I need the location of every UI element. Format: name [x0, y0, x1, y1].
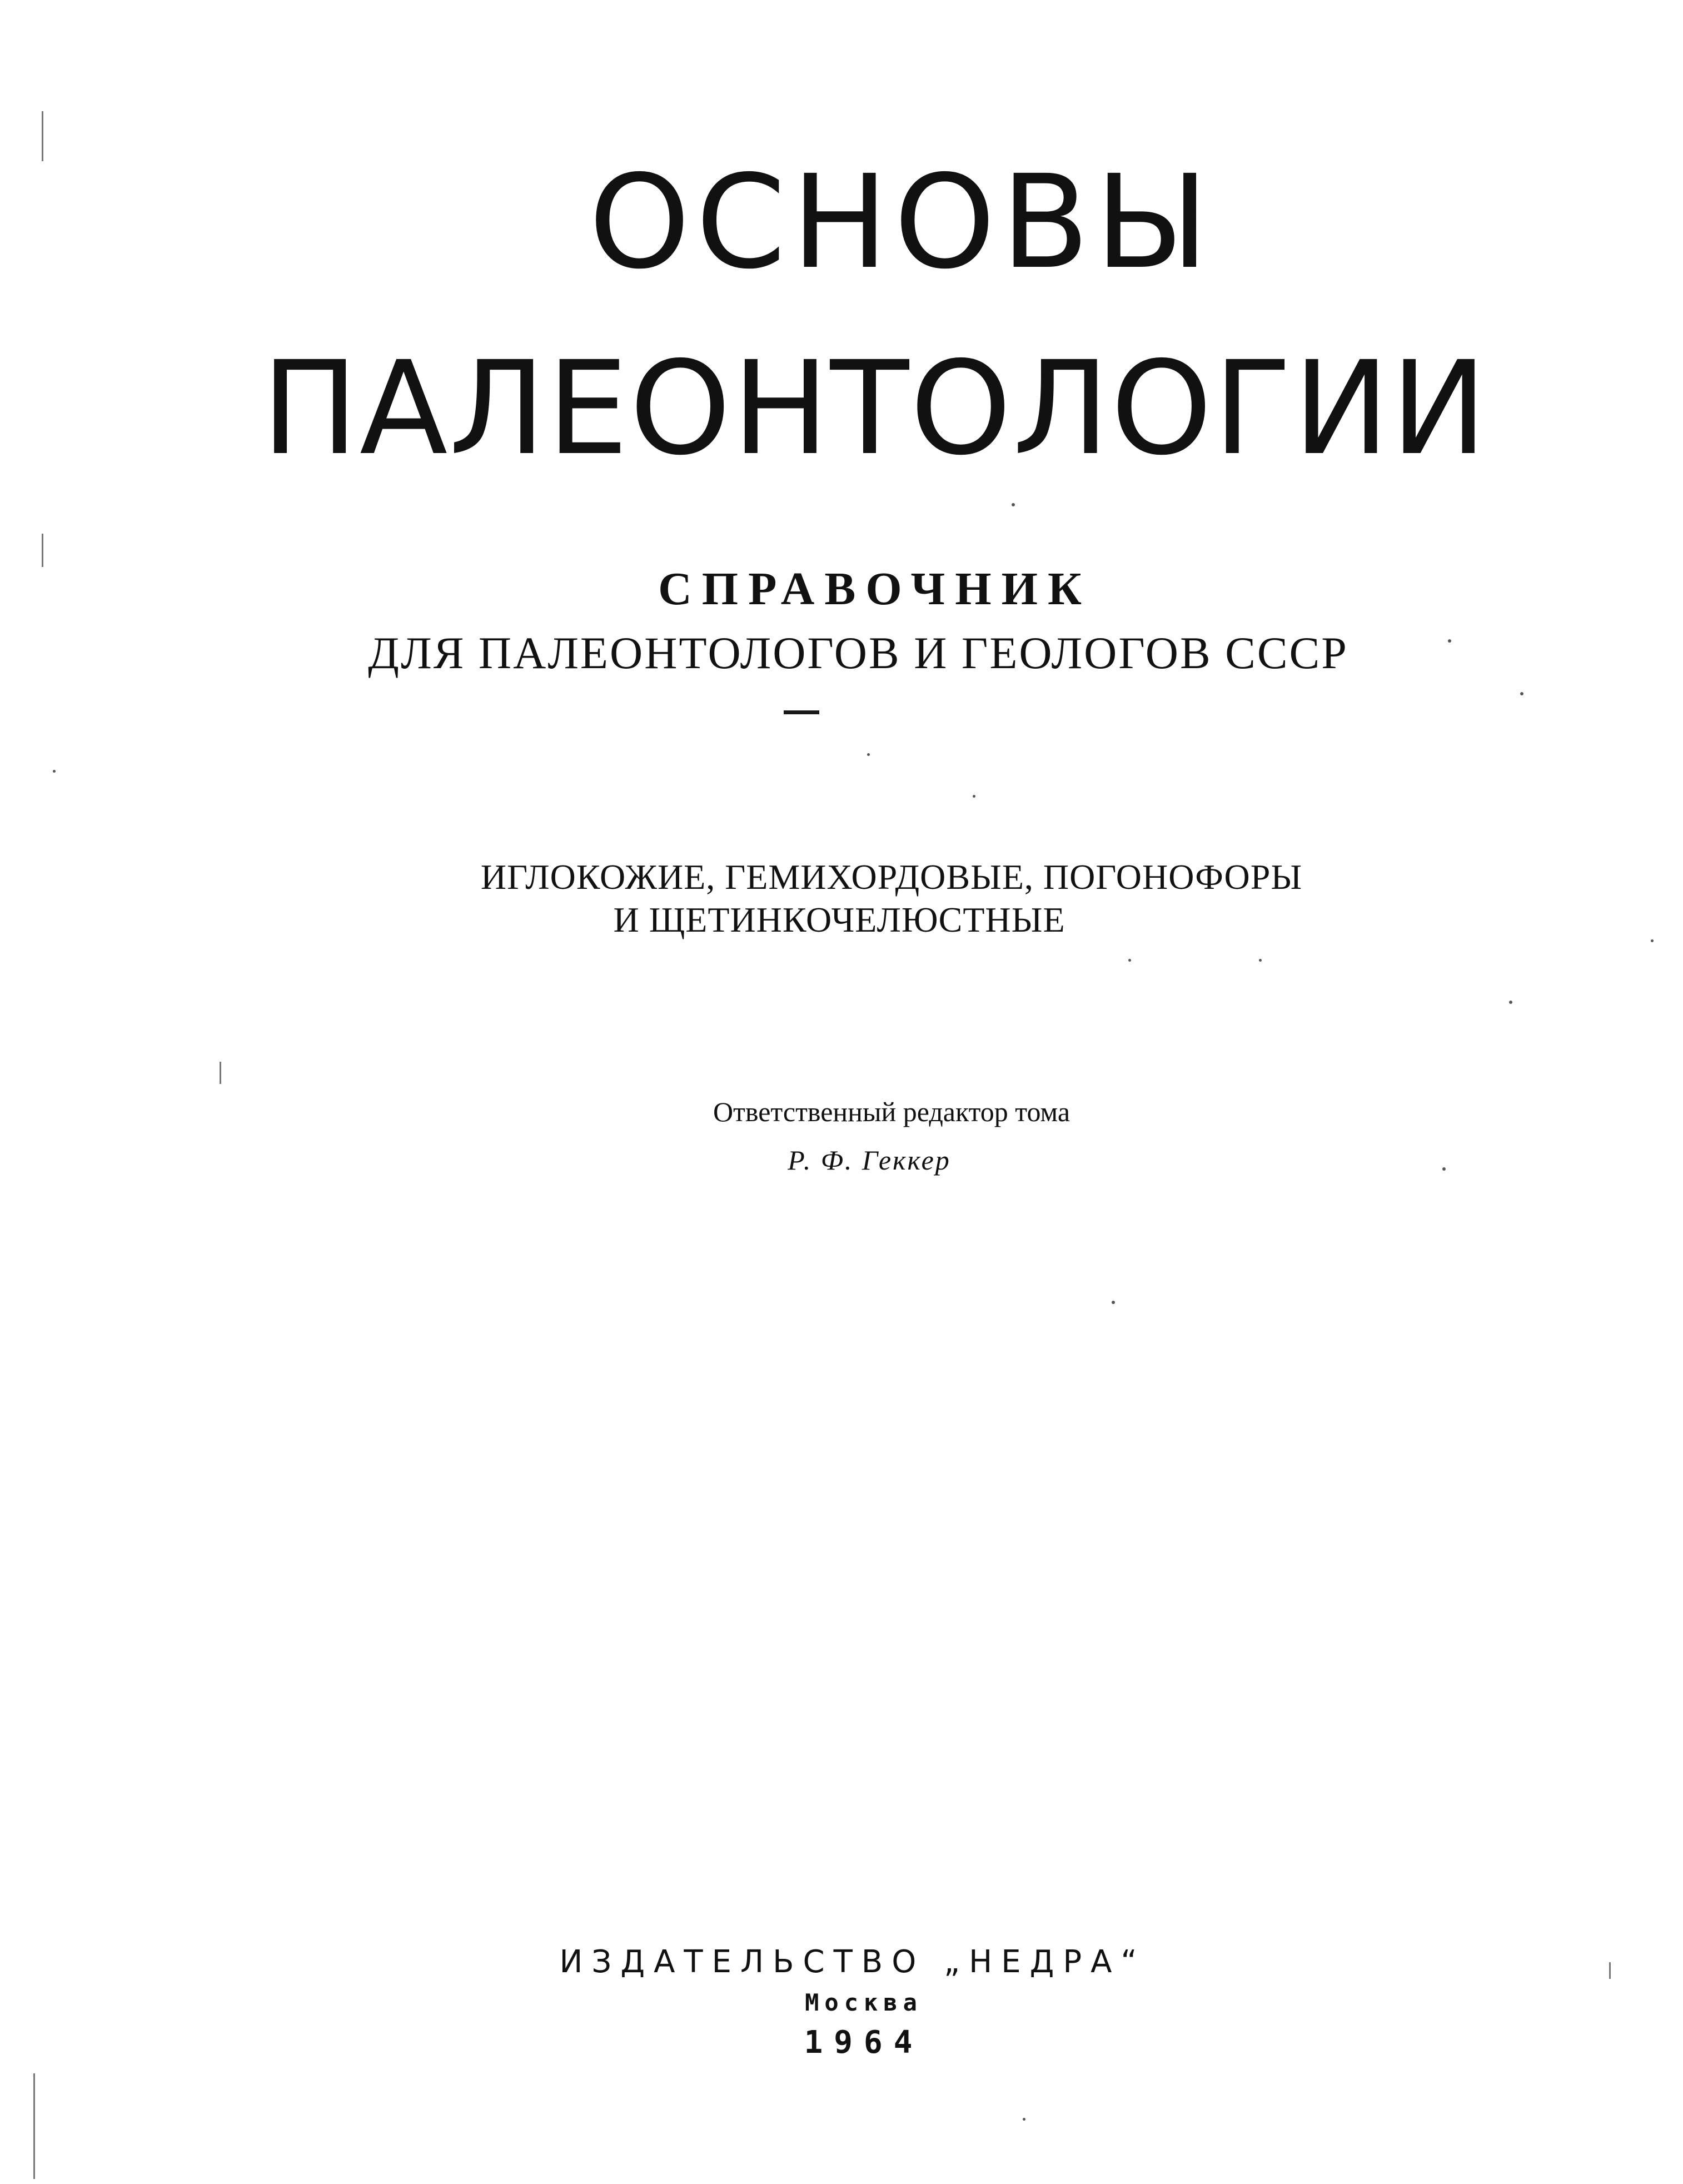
scan-speck [1259, 959, 1262, 962]
scan-speck [1012, 503, 1015, 506]
volume-title-line-1: ИГЛОКОЖИЕ, ГЕМИХОРДОВЫЕ, ПОГОНОФОРЫ [480, 857, 1303, 897]
scan-speck [867, 753, 870, 756]
scan-edge-mark [1609, 1962, 1611, 1979]
scan-speck [1509, 1001, 1512, 1004]
scan-speck [53, 770, 56, 773]
subtitle-reference-book: СПРАВОЧНИК [658, 563, 1092, 615]
scan-edge-mark [42, 111, 43, 161]
book-title-line-2: ПАЛЕОНТОЛОГИИ [261, 334, 1488, 484]
scan-edge-mark [42, 534, 43, 567]
publication-city: Москва [805, 1989, 923, 2016]
scan-speck [1442, 1167, 1446, 1171]
scan-edge-mark [220, 1062, 221, 1084]
separator-dash [784, 710, 819, 714]
subtitle-audience: ДЛЯ ПАЛЕОНТОЛОГОВ И ГЕОЛОГОВ СССР [368, 628, 1348, 678]
scan-edge-mark [33, 2073, 35, 2179]
scan-speck [1112, 1301, 1115, 1304]
scan-speck [1651, 939, 1654, 942]
scan-speck [973, 795, 975, 798]
editor-name: Р. Ф. Геккер [788, 1145, 951, 1176]
editor-label: Ответственный редактор тома [713, 1096, 1070, 1127]
publication-year: 1964 [804, 2024, 924, 2061]
scan-speck [1448, 639, 1451, 643]
volume-title-line-2: И ЩЕТИНКОЧЕЛЮСТНЫЕ [613, 900, 1065, 939]
scan-speck [1023, 2118, 1025, 2121]
publisher-name: ИЗДАТЕЛЬСТВО „НЕДРА“ [559, 1944, 1146, 1980]
book-title-line-1: ОСНОВЫ [589, 147, 1214, 297]
scan-speck [1520, 692, 1523, 695]
scan-speck [1128, 959, 1131, 962]
